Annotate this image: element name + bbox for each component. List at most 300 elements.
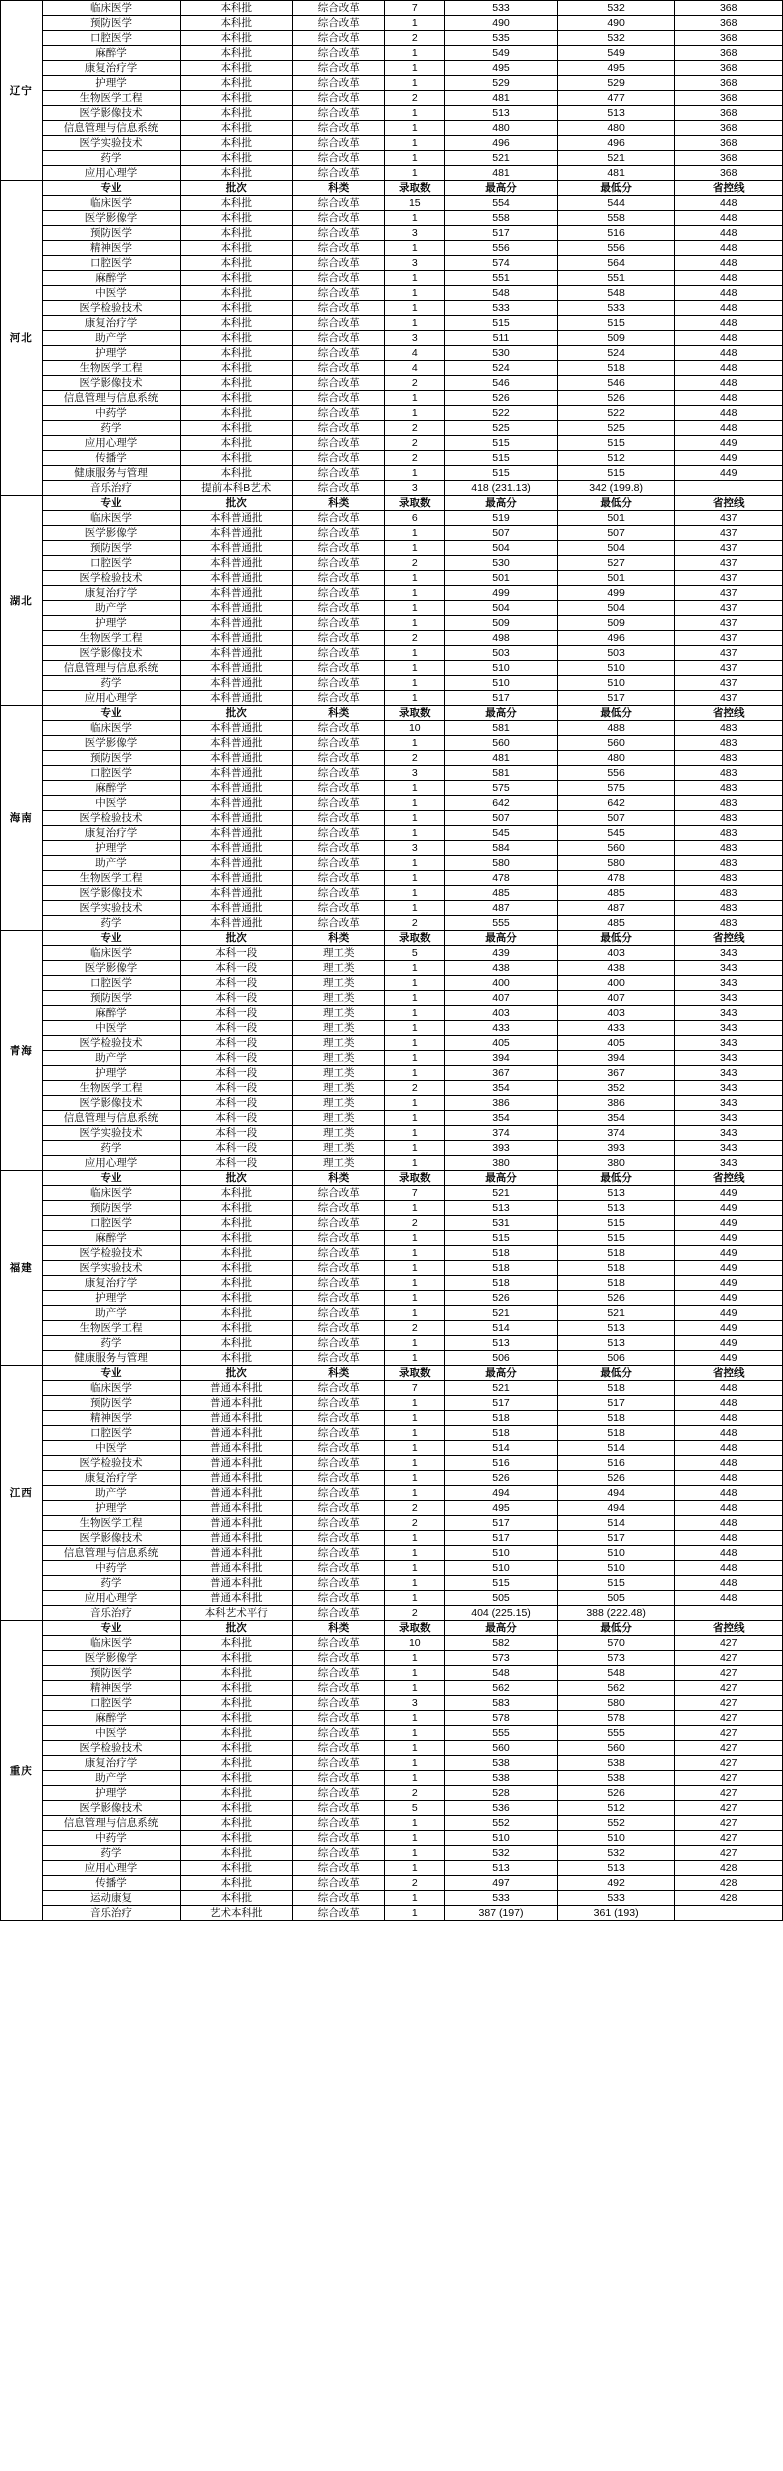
cell-3: 1 [385, 271, 445, 286]
cell-2: 综合改革 [293, 811, 385, 826]
cell-3: 2 [385, 91, 445, 106]
cell-6: 427 [675, 1696, 783, 1711]
cell-6: 448 [675, 376, 783, 391]
cell-3: 1 [385, 856, 445, 871]
cell-1: 本科批 [180, 376, 293, 391]
cell-4: 515 [445, 466, 558, 481]
cell-6: 343 [675, 1081, 783, 1096]
cell-4: 518 [445, 1261, 558, 1276]
cell-1: 普通本科批 [180, 1471, 293, 1486]
cell-1: 本科批 [180, 1831, 293, 1846]
cell-1: 本科批 [180, 1696, 293, 1711]
cell-4: 515 [445, 1231, 558, 1246]
cell-1: 本科普通批 [180, 691, 293, 706]
cell-0: 医学影像技术 [42, 1531, 180, 1546]
cell-2: 综合改革 [293, 586, 385, 601]
cell-3: 2 [385, 1786, 445, 1801]
table-row [1, 826, 783, 841]
cell-4: 535 [445, 31, 558, 46]
table-row [1, 136, 783, 151]
cell-5: 488 [557, 721, 675, 736]
cell-0: 生物医学工程 [42, 1081, 180, 1096]
cell-4: 515 [445, 316, 558, 331]
province-cell: 江西 [1, 1366, 43, 1621]
cell-5: 546 [557, 376, 675, 391]
cell-3: 1 [385, 1111, 445, 1126]
cell-5: 510 [557, 1546, 675, 1561]
cell-6: 448 [675, 1411, 783, 1426]
cell-0: 助产学 [42, 1051, 180, 1066]
table-row [1, 646, 783, 661]
cell-2: 综合改革 [293, 1876, 385, 1891]
cell-4: 354 [445, 1081, 558, 1096]
cell-1: 本科普通批 [180, 781, 293, 796]
cell-2: 理工类 [293, 946, 385, 961]
cell-0: 中医学 [42, 1441, 180, 1456]
cell-6: 343 [675, 1096, 783, 1111]
cell-2: 综合改革 [293, 1666, 385, 1681]
cell-5: 510 [557, 1561, 675, 1576]
cell-4: 549 [445, 46, 558, 61]
cell-3: 7 [385, 1186, 445, 1201]
cell-6: 448 [675, 1426, 783, 1441]
cell-1: 本科批 [180, 1321, 293, 1336]
cell-6: 437 [675, 676, 783, 691]
cell-6: 343 [675, 961, 783, 976]
table-header-row [1, 181, 783, 196]
cell-5: 515 [557, 436, 675, 451]
cell-2: 综合改革 [293, 646, 385, 661]
cell-5: 564 [557, 256, 675, 271]
cell-0: 医学检验技术 [42, 1246, 180, 1261]
cell-1: 本科批 [180, 1666, 293, 1681]
cell-3: 1 [385, 121, 445, 136]
column-header-1: 批次 [180, 181, 293, 196]
cell-1: 本科批 [180, 91, 293, 106]
cell-3: 1 [385, 1396, 445, 1411]
column-header-6: 省控线 [675, 931, 783, 946]
cell-1: 本科批 [180, 1651, 293, 1666]
table-row [1, 1741, 783, 1756]
cell-6: 343 [675, 1141, 783, 1156]
cell-5: 352 [557, 1081, 675, 1096]
cell-2: 理工类 [293, 1006, 385, 1021]
column-header-2: 科类 [293, 496, 385, 511]
cell-4: 513 [445, 1336, 558, 1351]
cell-4: 510 [445, 676, 558, 691]
cell-2: 综合改革 [293, 1186, 385, 1201]
cell-6: 368 [675, 166, 783, 181]
cell-1: 本科普通批 [180, 571, 293, 586]
cell-3: 2 [385, 451, 445, 466]
cell-4: 501 [445, 571, 558, 586]
cell-3: 1 [385, 1066, 445, 1081]
cell-1: 本科批 [180, 211, 293, 226]
cell-0: 药学 [42, 1336, 180, 1351]
cell-5: 556 [557, 766, 675, 781]
cell-4: 513 [445, 1861, 558, 1876]
table-row [1, 1591, 783, 1606]
cell-6: 437 [675, 601, 783, 616]
cell-1: 本科批 [180, 1351, 293, 1366]
cell-2: 综合改革 [293, 61, 385, 76]
column-header-4: 最高分 [445, 1366, 558, 1381]
cell-2: 综合改革 [293, 1891, 385, 1906]
cell-2: 综合改革 [293, 271, 385, 286]
column-header-3: 录取数 [385, 1366, 445, 1381]
cell-1: 普通本科批 [180, 1591, 293, 1606]
cell-5: 517 [557, 1396, 675, 1411]
cell-0: 麻醉学 [42, 1711, 180, 1726]
cell-2: 综合改革 [293, 1756, 385, 1771]
cell-6: 427 [675, 1786, 783, 1801]
cell-4: 578 [445, 1711, 558, 1726]
cell-0: 中药学 [42, 1561, 180, 1576]
table-row [1, 316, 783, 331]
cell-2: 综合改革 [293, 1321, 385, 1336]
cell-1: 本科普通批 [180, 556, 293, 571]
cell-5: 518 [557, 361, 675, 376]
cell-4: 480 [445, 121, 558, 136]
cell-5: 505 [557, 1591, 675, 1606]
column-header-0: 专业 [42, 181, 180, 196]
cell-5: 521 [557, 151, 675, 166]
cell-2: 综合改革 [293, 871, 385, 886]
cell-2: 综合改革 [293, 121, 385, 136]
cell-2: 综合改革 [293, 1546, 385, 1561]
cell-5: 522 [557, 406, 675, 421]
cell-6: 448 [675, 1516, 783, 1531]
table-row [1, 1006, 783, 1021]
cell-2: 综合改革 [293, 466, 385, 481]
cell-1: 本科一段 [180, 946, 293, 961]
cell-4: 510 [445, 1546, 558, 1561]
cell-5: 495 [557, 61, 675, 76]
cell-2: 综合改革 [293, 361, 385, 376]
cell-3: 1 [385, 1591, 445, 1606]
cell-4: 531 [445, 1216, 558, 1231]
cell-3: 1 [385, 1711, 445, 1726]
cell-1: 本科批 [180, 1336, 293, 1351]
cell-5: 526 [557, 1471, 675, 1486]
table-row [1, 766, 783, 781]
cell-0: 助产学 [42, 601, 180, 616]
cell-0: 预防医学 [42, 1666, 180, 1681]
cell-3: 2 [385, 1081, 445, 1096]
cell-5: 506 [557, 1351, 675, 1366]
cell-2: 综合改革 [293, 1831, 385, 1846]
cell-6: 368 [675, 61, 783, 76]
cell-4: 532 [445, 1846, 558, 1861]
cell-0: 口腔医学 [42, 31, 180, 46]
cell-5: 529 [557, 76, 675, 91]
cell-0: 医学影像学 [42, 211, 180, 226]
cell-4: 510 [445, 661, 558, 676]
cell-2: 综合改革 [293, 256, 385, 271]
cell-4: 517 [445, 691, 558, 706]
cell-3: 1 [385, 826, 445, 841]
cell-2: 综合改革 [293, 556, 385, 571]
cell-6: 448 [675, 346, 783, 361]
table-row [1, 1846, 783, 1861]
column-header-2: 科类 [293, 1366, 385, 1381]
cell-6: 343 [675, 1021, 783, 1036]
cell-6: 449 [675, 1261, 783, 1276]
column-header-6: 省控线 [675, 1171, 783, 1186]
cell-2: 综合改革 [293, 1336, 385, 1351]
cell-4: 511 [445, 331, 558, 346]
cell-5: 560 [557, 736, 675, 751]
cell-3: 1 [385, 541, 445, 556]
column-header-0: 专业 [42, 706, 180, 721]
cell-4: 495 [445, 1501, 558, 1516]
cell-0: 应用心理学 [42, 1861, 180, 1876]
cell-4: 514 [445, 1441, 558, 1456]
cell-6: 368 [675, 31, 783, 46]
cell-1: 本科普通批 [180, 631, 293, 646]
cell-1: 本科批 [180, 1291, 293, 1306]
cell-0: 临床医学 [42, 946, 180, 961]
cell-6: 448 [675, 1501, 783, 1516]
column-header-0: 专业 [42, 931, 180, 946]
cell-4: 507 [445, 526, 558, 541]
column-header-3: 录取数 [385, 1171, 445, 1186]
cell-0: 生物医学工程 [42, 91, 180, 106]
column-header-1: 批次 [180, 931, 293, 946]
column-header-6: 省控线 [675, 706, 783, 721]
cell-1: 本科批 [180, 406, 293, 421]
cell-5: 374 [557, 1126, 675, 1141]
cell-3: 1 [385, 976, 445, 991]
table-row [1, 286, 783, 301]
cell-5: 575 [557, 781, 675, 796]
cell-5: 548 [557, 1666, 675, 1681]
cell-3: 1 [385, 1816, 445, 1831]
cell-6: 427 [675, 1831, 783, 1846]
cell-0: 生物医学工程 [42, 631, 180, 646]
cell-4: 517 [445, 1516, 558, 1531]
cell-1: 普通本科批 [180, 1486, 293, 1501]
cell-3: 1 [385, 1861, 445, 1876]
cell-5: 354 [557, 1111, 675, 1126]
cell-6: 427 [675, 1756, 783, 1771]
cell-2: 综合改革 [293, 451, 385, 466]
cell-6: 449 [675, 1321, 783, 1336]
cell-3: 1 [385, 796, 445, 811]
cell-0: 医学影像学 [42, 1651, 180, 1666]
cell-3: 1 [385, 1291, 445, 1306]
cell-3: 1 [385, 1051, 445, 1066]
cell-1: 本科批 [180, 61, 293, 76]
cell-0: 健康服务与管理 [42, 1351, 180, 1366]
cell-3: 1 [385, 16, 445, 31]
cell-5: 510 [557, 1831, 675, 1846]
cell-5: 532 [557, 1846, 675, 1861]
cell-1: 本科一段 [180, 961, 293, 976]
table-row [1, 1501, 783, 1516]
cell-0: 护理学 [42, 1066, 180, 1081]
cell-4: 498 [445, 631, 558, 646]
province-cell: 福建 [1, 1171, 43, 1366]
cell-5: 533 [557, 1891, 675, 1906]
cell-4: 514 [445, 1321, 558, 1336]
cell-3: 2 [385, 916, 445, 931]
cell-5: 501 [557, 511, 675, 526]
cell-2: 综合改革 [293, 316, 385, 331]
cell-2: 理工类 [293, 991, 385, 1006]
cell-6: 437 [675, 526, 783, 541]
cell-4: 487 [445, 901, 558, 916]
cell-6: 428 [675, 1891, 783, 1906]
table-row [1, 391, 783, 406]
cell-5: 548 [557, 286, 675, 301]
table-row [1, 76, 783, 91]
cell-2: 综合改革 [293, 1306, 385, 1321]
cell-2: 综合改革 [293, 781, 385, 796]
table-row [1, 166, 783, 181]
cell-0: 康复治疗学 [42, 826, 180, 841]
cell-3: 1 [385, 1471, 445, 1486]
cell-3: 2 [385, 31, 445, 46]
cell-2: 综合改革 [293, 796, 385, 811]
cell-3: 1 [385, 1846, 445, 1861]
cell-0: 医学实验技术 [42, 136, 180, 151]
cell-5: 342 (199.8) [557, 481, 675, 496]
cell-3: 1 [385, 1231, 445, 1246]
table-row [1, 46, 783, 61]
cell-0: 药学 [42, 1141, 180, 1156]
cell-2: 综合改革 [293, 1771, 385, 1786]
cell-5: 509 [557, 616, 675, 631]
cell-5: 507 [557, 811, 675, 826]
table-row [1, 301, 783, 316]
cell-4: 387 (197) [445, 1906, 558, 1921]
cell-0: 预防医学 [42, 751, 180, 766]
cell-6: 428 [675, 1876, 783, 1891]
cell-6: 368 [675, 16, 783, 31]
province-cell: 河北 [1, 181, 43, 496]
cell-4: 513 [445, 106, 558, 121]
cell-4: 404 (225.15) [445, 1606, 558, 1621]
cell-4: 582 [445, 1636, 558, 1651]
cell-4: 545 [445, 826, 558, 841]
cell-3: 1 [385, 736, 445, 751]
cell-6: 449 [675, 1351, 783, 1366]
cell-4: 521 [445, 151, 558, 166]
cell-6: 448 [675, 1531, 783, 1546]
cell-3: 1 [385, 1831, 445, 1846]
cell-2: 综合改革 [293, 406, 385, 421]
cell-4: 504 [445, 601, 558, 616]
cell-6: 448 [675, 1456, 783, 1471]
cell-4: 583 [445, 1696, 558, 1711]
cell-1: 本科批 [180, 1726, 293, 1741]
table-row [1, 106, 783, 121]
cell-0: 运动康复 [42, 1891, 180, 1906]
cell-6: 427 [675, 1666, 783, 1681]
cell-6: 449 [675, 436, 783, 451]
column-header-5: 最低分 [557, 931, 675, 946]
column-header-5: 最低分 [557, 1621, 675, 1636]
column-header-6: 省控线 [675, 1366, 783, 1381]
table-row [1, 856, 783, 871]
cell-0: 助产学 [42, 856, 180, 871]
cell-6: 483 [675, 886, 783, 901]
cell-1: 本科批 [180, 1681, 293, 1696]
cell-4: 524 [445, 361, 558, 376]
cell-2: 综合改革 [293, 1216, 385, 1231]
table-header-row [1, 1171, 783, 1186]
cell-1: 普通本科批 [180, 1396, 293, 1411]
cell-4: 554 [445, 196, 558, 211]
cell-3: 1 [385, 1756, 445, 1771]
cell-4: 506 [445, 1351, 558, 1366]
column-header-4: 最高分 [445, 181, 558, 196]
cell-6: 448 [675, 361, 783, 376]
cell-3: 1 [385, 1036, 445, 1051]
cell-1: 本科一段 [180, 976, 293, 991]
column-header-0: 专业 [42, 1366, 180, 1381]
cell-2: 综合改革 [293, 211, 385, 226]
cell-5: 518 [557, 1426, 675, 1441]
cell-2: 综合改革 [293, 541, 385, 556]
cell-5: 504 [557, 541, 675, 556]
cell-0: 医学检验技术 [42, 811, 180, 826]
cell-2: 综合改革 [293, 1381, 385, 1396]
table-row [1, 1051, 783, 1066]
table-row [1, 1531, 783, 1546]
cell-4: 497 [445, 1876, 558, 1891]
cell-1: 本科批 [180, 346, 293, 361]
cell-2: 综合改革 [293, 301, 385, 316]
cell-0: 药学 [42, 676, 180, 691]
cell-3: 2 [385, 1501, 445, 1516]
cell-1: 本科普通批 [180, 811, 293, 826]
cell-4: 513 [445, 1201, 558, 1216]
table-header-row [1, 706, 783, 721]
cell-4: 515 [445, 451, 558, 466]
cell-6: 343 [675, 1156, 783, 1171]
cell-3: 1 [385, 616, 445, 631]
cell-4: 574 [445, 256, 558, 271]
cell-5: 386 [557, 1096, 675, 1111]
cell-5: 477 [557, 91, 675, 106]
column-header-0: 专业 [42, 1621, 180, 1636]
cell-2: 综合改革 [293, 1441, 385, 1456]
cell-4: 517 [445, 1396, 558, 1411]
cell-6: 483 [675, 766, 783, 781]
column-header-2: 科类 [293, 1171, 385, 1186]
table-row [1, 601, 783, 616]
cell-2: 综合改革 [293, 1456, 385, 1471]
cell-2: 综合改革 [293, 1576, 385, 1591]
cell-4: 509 [445, 616, 558, 631]
cell-6: 483 [675, 841, 783, 856]
table-row [1, 916, 783, 931]
cell-1: 本科一段 [180, 1081, 293, 1096]
cell-6: 427 [675, 1816, 783, 1831]
cell-3: 1 [385, 1576, 445, 1591]
cell-1: 本科一段 [180, 1126, 293, 1141]
cell-1: 普通本科批 [180, 1381, 293, 1396]
cell-5: 515 [557, 1216, 675, 1231]
cell-1: 本科一段 [180, 1096, 293, 1111]
table-row [1, 556, 783, 571]
cell-2: 综合改革 [293, 106, 385, 121]
cell-2: 综合改革 [293, 1591, 385, 1606]
cell-6: 449 [675, 1201, 783, 1216]
cell-5: 642 [557, 796, 675, 811]
